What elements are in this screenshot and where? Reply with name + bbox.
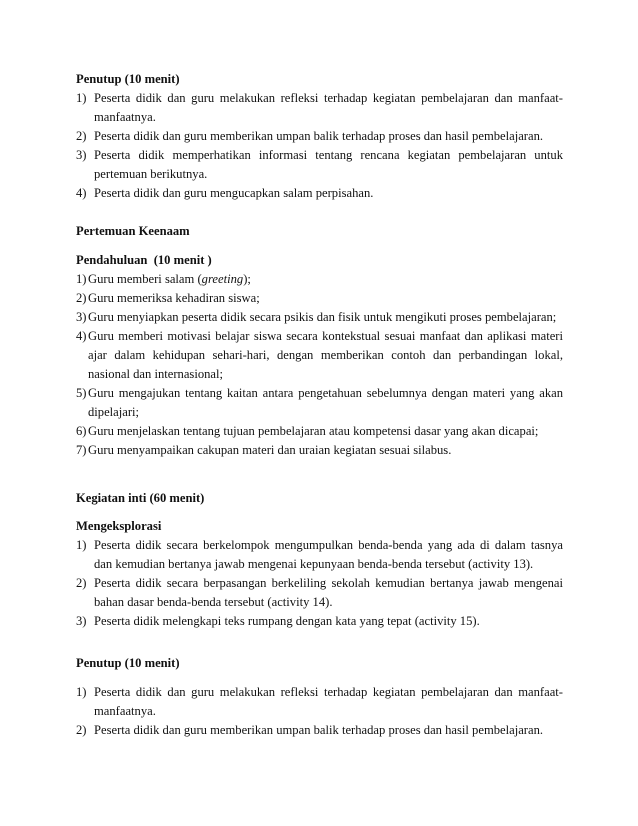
item-text: Guru memberi salam ( [88,272,202,286]
closing-section-1 [76,70,563,203]
closing-list-2 [76,683,563,740]
list-item [76,184,563,203]
item-number: 1) [76,91,87,105]
list-item [76,422,563,441]
item-number: 2) [76,129,87,143]
meeting-title: Pertemuan Keenaam [76,224,190,238]
item-number: 2) [76,576,87,590]
list-item [76,441,563,460]
item-text: Peserta didik dan guru memberikan umpan balik terhadap proses dan hasil pembelajaran. [94,129,544,143]
item-text: Peserta didik melengkapi teks rumpang dengan kata yang tepat (activity 15). [94,614,480,628]
item-text: Guru menyampaikan cakupan materi dan uraian kegiatan sesuai silabus. [88,443,452,457]
core-activity-heading: Kegiatan inti (60 menit) [76,491,205,505]
item-text-italic: greeting [201,272,244,286]
item-text: Peserta didik dan guru mengucapkan salam perpisahan. [94,186,374,200]
item-text: Guru mengajukan tentang kaitan antara pengetahuan sebelumnya dengan materi yang akan dipelajari; [88,386,563,419]
item-number: 1) [76,272,87,286]
item-text: Peserta didik dan guru memberikan umpan balik terhadap proses dan hasil pembelajaran. [94,723,544,737]
item-number: 3) [76,614,87,628]
list-item [76,612,563,631]
closing-list-1 [76,89,563,203]
item-number: 2) [76,723,87,737]
closing-heading-1: Penutup (10 menit) [76,72,180,86]
list-item [76,536,563,574]
core-activity-section [76,489,563,508]
list-item [76,683,563,721]
item-text: Peserta didik dan guru melakukan refleksi terhadap kegiatan pembelajaran dan manfaat-manfaatnya. [94,685,563,718]
item-text: Peserta didik dan guru melakukan refleksi terhadap kegiatan pembelajaran dan manfaat-manfaatnya. [94,91,563,124]
item-number: 7) [76,443,87,457]
item-number: 1) [76,538,87,552]
item-number: 1) [76,685,87,699]
list-item [76,146,563,184]
item-text: Guru menjelaskan tentang tujuan pembelajaran atau kompetensi dasar yang akan dicapai; [88,424,539,438]
list-item [76,289,563,308]
closing-section-2 [76,654,563,673]
item-number: 4) [76,329,87,343]
item-number: 3) [76,310,87,324]
list-item [76,270,563,289]
item-number: 4) [76,186,87,200]
item-text: Guru memberi motivasi belajar siswa secara kontekstual sesuai manfaat dan aplikasi materi ajar dalam kehidupan sehari-hari, dengan memberikan contoh dan perbandingan lokal, nasional dan internasional; [88,329,563,381]
item-text: ); [243,272,251,286]
item-text: Peserta didik secara berkelompok mengumpulkan benda-benda yang ada di dalam tasnya dan kemudian bertanya jawab mengenai kepunyaan benda-benda tersebut (activity 13). [94,538,563,571]
list-item [76,308,563,327]
explore-heading: Mengeksplorasi [76,519,162,533]
meeting-title-block [76,222,563,241]
item-text: Guru menyiapkan peserta didik secara psikis dan fisik untuk mengikuti proses pembelajaran; [88,310,557,324]
closing-list-block-2 [76,683,563,740]
explore-section [76,517,563,631]
list-item [76,721,563,740]
explore-list [76,536,563,631]
closing-heading-2: Penutup (10 menit) [76,656,180,670]
item-number: 6) [76,424,87,438]
item-text: Peserta didik memperhatikan informasi tentang rencana kegiatan pembelajaran untuk pertemuan berikutnya. [94,148,563,181]
list-item [76,574,563,612]
opening-section [76,251,563,460]
item-text: Peserta didik secara berpasangan berkeliling sekolah kemudian bertanya jawab mengenai bahan dasar benda-benda tersebut (activity 14). [94,576,563,609]
item-number: 3) [76,148,87,162]
item-text: Guru memeriksa kehadiran siswa; [88,291,260,305]
list-item [76,327,563,384]
list-item [76,89,563,127]
item-number: 5) [76,386,87,400]
list-item [76,127,563,146]
opening-list [76,270,563,460]
opening-heading: Pendahuluan (10 menit ) [76,253,212,267]
item-number: 2) [76,291,87,305]
list-item [76,384,563,422]
